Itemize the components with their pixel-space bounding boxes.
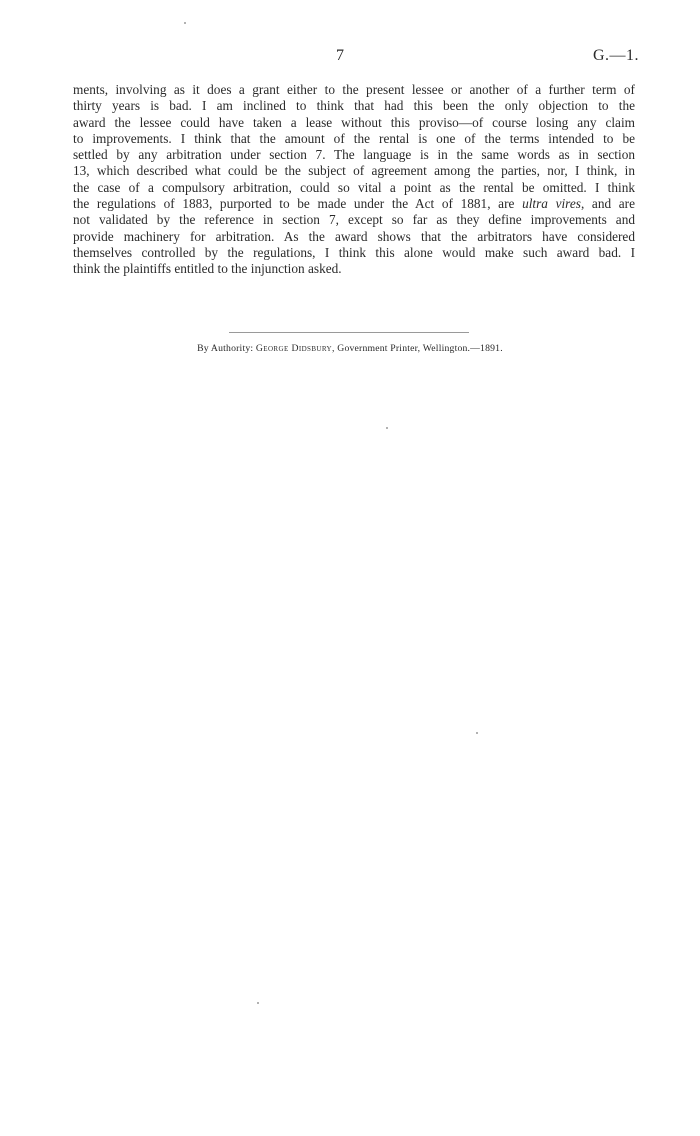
text-segment: , and are	[580, 196, 635, 212]
scan-speck	[184, 22, 186, 24]
text-line: the case of a compulsory arbitration, could so vital a point as the rental be omitted. I think	[73, 179, 635, 195]
text-line: thirty years is bad. I am inclined to think that had this been the only objection to the	[73, 98, 635, 114]
italic-term: ultra vires	[522, 196, 581, 212]
text-segment: the regulations of 1883, purported to be made under the Act of 1881, are	[73, 196, 523, 212]
scan-speck	[386, 427, 388, 429]
text-line: 13, which described what could be the subject of agreement among the parties, nor, I think, in	[73, 163, 635, 179]
text-line: award the lessee could have taken a lease without this proviso—of course losing any claim	[73, 114, 635, 130]
text-line: to improvements. I think that the amount of the rental is one of the terms intended to be	[73, 130, 635, 146]
text-line: settled by any arbitration under section 7. The language is in the same words as in section	[73, 147, 635, 163]
text-line: themselves controlled by the regulations, I think this alone would make such award bad. I	[73, 244, 635, 260]
text-line	[73, 196, 635, 212]
printer-name: George Didsbury	[255, 343, 332, 354]
text-line: think the plaintiffs entitled to the injunction asked.	[73, 261, 342, 277]
scan-speck	[476, 732, 478, 734]
printer-imprint	[0, 343, 700, 354]
scan-speck	[257, 1002, 259, 1004]
imprint-suffix: , Government Printer, Wellington.—1891.	[332, 343, 503, 354]
imprint-prefix: By Authority:	[197, 343, 256, 354]
text-line: ments, involving as it does a grant either to the present lessee or another of a further term of	[73, 82, 635, 97]
page-number: 7	[336, 47, 345, 64]
body-paragraph	[73, 82, 635, 278]
document-reference: G.—1.	[593, 47, 640, 64]
text-line: provide machinery for arbitration. As the award shows that the arbitrators have considered	[73, 228, 635, 244]
divider-rule	[229, 332, 469, 333]
text-line: not validated by the reference in section 7, except so far as they define improvements and	[73, 212, 635, 228]
